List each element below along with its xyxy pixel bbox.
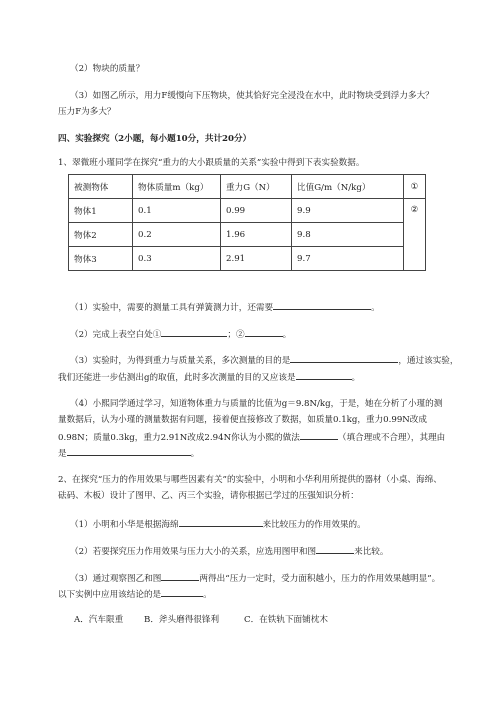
table-cell: 物体2 [69,223,133,247]
e1-part-3-text-2: 我们还能进一步估测出g的取值，此时多次测量的目的又应该是 [58,373,296,383]
table-header-row [69,175,426,199]
experiment-2-intro-line-2: 砝码、木板）设计了图甲、乙、丙三个实验，请你根据已学过的压强知识分析： [58,491,359,501]
e1-part-1-end: 。 [371,303,380,313]
experiment-1-intro: 1、翠微班小瑾同学在探究“重力的大小跟质量的关系”实验中得到下表实验数据。 [58,158,365,168]
e1-part-4-line-2: 量数据后，认为小瑾的测量数据有问题，接着便直接修改了数据，如质量0.1kg，重力0.99N改成 [58,415,428,425]
section-heading: 四、实验探究（2小题，每小题10分，共计20分） [58,134,252,144]
table-cell: 0.2 [133,223,221,247]
table-row [69,199,426,223]
table-cell: 物体1 [69,199,133,223]
table-header-cell: 重力G（N） [221,175,292,199]
e2-part-2 [70,544,389,558]
e2-part-3-text-2: 以下实例中应用该结论的是 [58,590,162,600]
e2-part-1-text: （1）小明和小华是根据海绵 [70,520,179,530]
answer-blank[interactable] [161,571,199,581]
e1-part-2 [70,327,291,341]
table-header-cell: 物体质量m（kg） [133,175,221,199]
table-cell: 1.96 [221,223,292,247]
answer-blank[interactable] [273,300,371,310]
table-row [69,247,426,271]
e1-part-2-mid: ；② [227,330,245,340]
answer-blank[interactable] [245,327,283,337]
table-cell: 0.1 [133,199,221,223]
table-cell: 9.8 [292,223,404,247]
e2-part-3-mid: 两得出“压力一定时，受力面积越小，压力的作用效果越明显”。 [199,574,441,584]
option-b[interactable]: B．斧头磨得很锋利 [144,615,220,625]
table-row [69,223,426,247]
table-merged-cell: ② [404,199,426,271]
e1-part-3-line-1 [70,353,458,367]
table-cell: 9.9 [292,199,404,223]
e1-part-4-end: 。 [190,449,200,459]
answer-blank[interactable] [161,327,227,337]
e2-part-1 [70,517,366,531]
e1-part-1-text: （1）实验中，需要的测量工具有弹簧测力计，还需要 [70,303,274,313]
option-a[interactable]: A．汽车限重 [74,615,124,625]
answer-blank[interactable] [161,587,203,597]
e1-part-4-text: 0.98N；质量0.3kg，重力2.91N改成2.94N你认为小熙的做法 [58,433,300,443]
e2-part-2-text: （2）若要探究压力作用效果与压力大小的关系，应选用图甲和图 [70,547,317,557]
e1-part-1 [70,300,380,314]
e1-part-2-end: 。 [282,330,292,340]
table-header-cell: 被测物体 [69,175,133,199]
e1-part-4-line-3 [58,430,445,444]
answer-blank[interactable] [290,353,398,363]
answer-blank[interactable] [296,370,352,380]
data-table [68,174,426,271]
e1-part-2-text: （2）完成上表空白处① [70,330,162,340]
e2-part-3-end: 。 [203,590,212,600]
table-cell: 0.3 [133,247,221,271]
e1-part-4-line-1: （4）小熙同学通过学习，知道物体重力与质量的比值为g＝9.8N/kg，于是，她在分析了小瑾的测 [70,399,443,409]
e1-part-4-line-4 [58,446,199,460]
experiment-2-intro-line-1: 2、在探究“压力的作用效果与哪些因素有关”的实验中，小明和小华利用所提供的器材（小桌、海绵、 [58,475,442,485]
question-2-text: （2）物块的质量？ [70,64,145,74]
question-3-line-2: 压力F为多大？ [58,107,116,117]
table-header-cell: 比值G/m（N/kg） [292,175,404,199]
table-cell: 物体3 [69,247,133,271]
e1-part-3-end: 。 [351,373,361,383]
table-cell: 2.91 [221,247,292,271]
e2-part-3-line-2 [58,587,212,601]
e2-part-3-text: （3）通过观察图乙和图 [70,574,162,584]
table-cell: 9.7 [292,247,404,271]
e1-part-3-text: （3）实验时，为得到重力与质量关系，多次测量的目的是 [70,356,291,366]
answer-blank[interactable] [179,517,263,527]
option-c[interactable]: C．在铁轨下面铺枕木 [244,615,328,625]
e1-part-4-text-2: 是 [58,449,67,459]
e1-part-4-mid: （填合理或不合理），其理由 [337,433,446,443]
e2-part-1-end: 来比较压力的作用效果的。 [262,520,366,530]
table-cell: 0.99 [221,199,292,223]
e1-part-3-line-2 [58,370,360,384]
e1-part-3-mid: ，通过该实验， [398,356,459,366]
answer-blank[interactable] [316,544,354,554]
table-header-cell: ① [404,175,426,199]
answer-blank[interactable] [67,446,191,456]
e2-part-2-end: 来比较。 [354,547,389,557]
answer-blank[interactable] [300,430,338,440]
question-3-line-1: （3）如图乙所示，用力F缓慢向下压物块，使其恰好完全浸没在水中，此时物块受到浮力多大？ [70,91,434,101]
e2-part-3-line-1 [70,571,440,585]
